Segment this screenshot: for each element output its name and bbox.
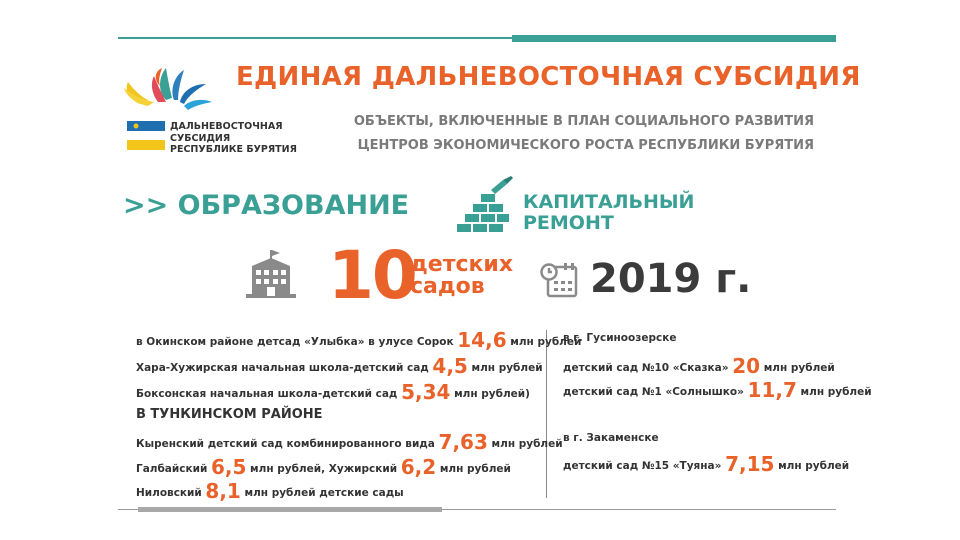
city-label: в г. Гусиноозерске <box>563 332 677 344</box>
list-item <box>136 479 404 503</box>
list-item <box>563 452 849 476</box>
item-text: детский сад №15 «Туяна» <box>563 460 726 472</box>
list-item <box>136 380 530 404</box>
item-text: Хара-Хужирская начальная школа-детский сад <box>136 362 433 374</box>
item-unit: млн рублей <box>467 362 543 374</box>
kindergarten-count-label <box>410 254 513 298</box>
kindergarten-count: 10 <box>328 237 416 314</box>
item-text: детский сад №1 «Солнышко» <box>563 386 748 398</box>
year-label: 2019 г. <box>590 256 752 302</box>
item-unit: млн рублей) <box>450 388 530 400</box>
category-label <box>523 192 694 234</box>
item-text: Боксонская начальная школа-детский сад <box>136 388 402 400</box>
item-amount: 6,2 <box>400 455 437 479</box>
logo-text <box>170 121 297 156</box>
list-item <box>136 430 563 454</box>
subtitle-line-2: ЦЕНТРОВ ЭКОНОМИЧЕСКОГО РОСТА РЕСПУБЛИКИ БУРЯТИЯ <box>357 138 814 153</box>
logo-line-3: РЕСПУБЛИКЕ БУРЯТИЯ <box>170 144 297 155</box>
district-heading: В ТУНКИНСКОМ РАЙОНЕ <box>136 407 323 422</box>
count-label-line-1: детских <box>410 252 514 277</box>
item-amount: 11,7 <box>747 378 797 402</box>
item-amount: 20 <box>732 354 761 378</box>
page-title: ЕДИНАЯ ДАЛЬНЕВОСТОЧНАЯ СУБСИДИЯ <box>236 62 861 92</box>
column-divider <box>546 330 547 498</box>
list-item <box>136 455 511 479</box>
item-amount: 5,34 <box>401 380 451 404</box>
item-unit: млн рублей <box>506 336 582 348</box>
subtitle-line-1: ОБЪЕКТЫ, ВКЛЮЧЕННЫЕ В ПЛАН СОЦИАЛЬНОГО РАЗВИТИЯ <box>353 114 814 129</box>
top-accent-bar <box>512 35 836 42</box>
item-unit: млн рублей <box>796 386 872 398</box>
item-unit: млн рублей <box>487 438 563 450</box>
buryatia-flag-icon <box>127 121 165 150</box>
item-text: Ниловский <box>136 487 206 499</box>
item-amount: 4,5 <box>432 354 468 378</box>
item-text: детский сад №10 «Сказка» <box>563 362 733 374</box>
item-amount: 14,6 <box>457 328 507 352</box>
item-unit: млн рублей <box>436 463 511 475</box>
item-amount: 8,1 <box>205 479 241 503</box>
list-item <box>563 354 835 378</box>
list-item <box>136 328 581 352</box>
item-unit: млн рублей детские сады <box>240 487 404 499</box>
item-unit: млн рублей <box>774 460 850 472</box>
lotus-logo-icon <box>118 60 218 122</box>
city-label: в г. Закаменске <box>563 432 659 444</box>
item-amount: 7,63 <box>438 430 488 454</box>
category-line-2: РЕМОНТ <box>523 212 614 234</box>
item-text: Галбайский <box>136 463 211 475</box>
calendar-clock-icon <box>540 262 578 298</box>
item-unit: млн рублей <box>760 362 835 374</box>
item-text: в Окинском районе детсад «Улыбка» в улусе Сорок <box>136 336 458 348</box>
count-label-line-2: садов <box>410 274 485 299</box>
category-line-1: КАПИТАЛЬНЫЙ <box>523 191 695 213</box>
item-text: млн рублей, Хужирский <box>246 463 401 475</box>
logo-line-1: ДАЛЬНЕВОСТОЧНАЯ <box>170 121 283 132</box>
item-text: Кыренский детский сад комбинированного вида <box>136 438 439 450</box>
list-item <box>136 354 543 378</box>
item-amount: 7,15 <box>725 452 775 476</box>
list-item <box>563 378 872 402</box>
section-label: >> ОБРАЗОВАНИЕ <box>123 190 410 221</box>
bottom-accent-bar <box>138 507 442 512</box>
school-building-icon <box>246 250 296 298</box>
logo-line-2: СУБСИДИЯ <box>170 132 231 144</box>
item-amount: 6,5 <box>210 455 247 479</box>
brick-trowel-icon <box>455 176 517 236</box>
